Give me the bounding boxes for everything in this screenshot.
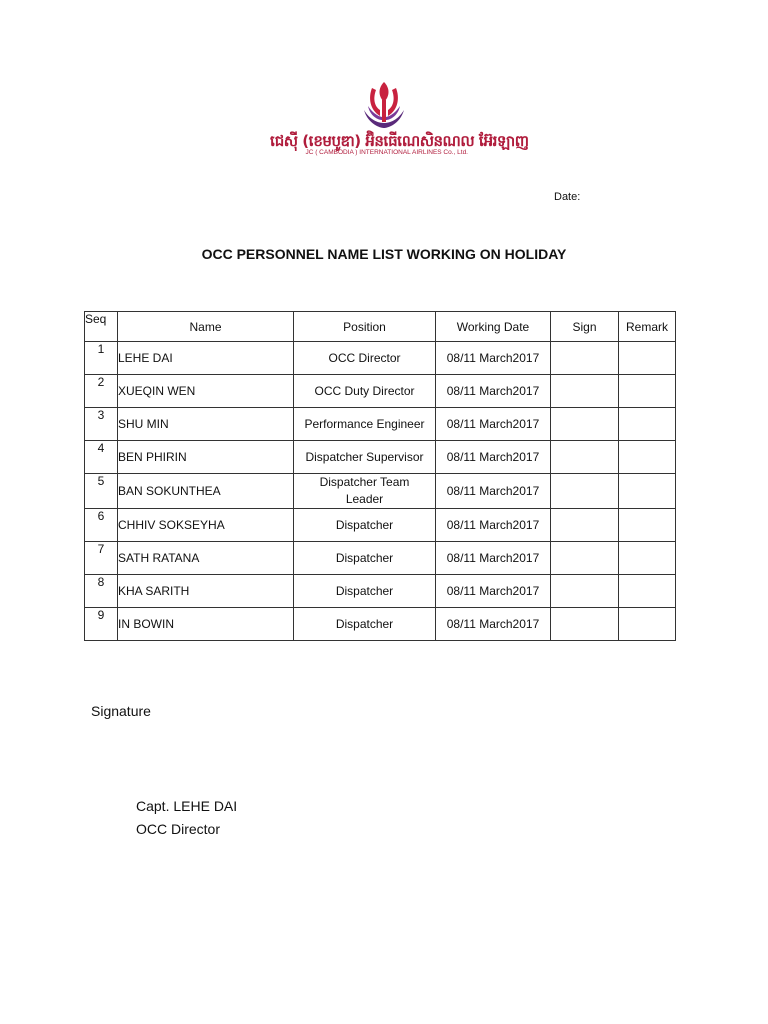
cell-working-date: 08/11 March2017 [436,375,551,408]
cell-sign [551,441,619,474]
cell-seq: 7 [85,542,118,575]
cell-name: XUEQIN WEN [118,375,294,408]
header-remark: Remark [619,312,676,342]
cell-seq: 3 [85,408,118,441]
cell-remark [619,441,676,474]
cell-position: Dispatcher [294,509,436,542]
table-row [85,509,676,542]
cell-name: BAN SOKUNTHEA [118,474,294,509]
cell-name: SATH RATANA [118,542,294,575]
table-row [85,575,676,608]
header-sign: Sign [551,312,619,342]
cell-position: Dispatcher Team Leader [294,474,436,509]
cell-sign [551,408,619,441]
cell-name: CHHIV SOKSEYHA [118,509,294,542]
cell-name: BEN PHIRIN [118,441,294,474]
cell-sign [551,474,619,509]
table-row [85,441,676,474]
cell-remark [619,608,676,641]
header-working-date: Working Date [436,312,551,342]
header-position: Position [294,312,436,342]
logo-english-text: JC ( CAMBODIA ) INTERNATIONAL AIRLINES Co., Ltd. [305,149,468,156]
table-row [85,342,676,375]
table-row [85,375,676,408]
cell-seq: 8 [85,575,118,608]
cell-position: Dispatcher [294,575,436,608]
cell-position: OCC Duty Director [294,375,436,408]
cell-position: Dispatcher Supervisor [294,441,436,474]
cell-seq: 5 [85,474,118,509]
cell-working-date: 08/11 March2017 [436,509,551,542]
cell-working-date: 08/11 March2017 [436,441,551,474]
cell-seq: 9 [85,608,118,641]
cell-working-date: 08/11 March2017 [436,575,551,608]
signer-name: Capt. LEHE DAI [136,798,238,814]
cell-seq: 1 [85,342,118,375]
cell-working-date: 08/11 March2017 [436,408,551,441]
cell-remark [619,575,676,608]
cell-working-date: 08/11 March2017 [436,542,551,575]
cell-remark [619,375,676,408]
date-label: Date: [554,191,581,203]
lotus-emblem-icon [358,80,410,132]
header-seq: Seq [85,312,118,342]
table-row [85,474,676,509]
cell-sign [551,342,619,375]
personnel-table [84,311,676,641]
cell-remark [619,474,676,509]
cell-seq: 6 [85,509,118,542]
table-row [85,608,676,641]
cell-remark [619,342,676,375]
airline-logo [270,80,529,162]
cell-sign [551,375,619,408]
cell-working-date: 08/11 March2017 [436,608,551,641]
cell-working-date: 08/11 March2017 [436,342,551,375]
cell-sign [551,575,619,608]
signature-label: Signature [91,703,151,719]
cell-position: Dispatcher [294,542,436,575]
cell-name: SHU MIN [118,408,294,441]
cell-seq: 2 [85,375,118,408]
table-row [85,408,676,441]
cell-seq: 4 [85,441,118,474]
signer-title: OCC Director [136,821,221,837]
cell-sign [551,608,619,641]
table-row [85,542,676,575]
header-name: Name [118,312,294,342]
cell-sign [551,509,619,542]
cell-position: Dispatcher [294,608,436,641]
cell-position: OCC Director [294,342,436,375]
table-header-row [85,312,676,342]
cell-name: IN BOWIN [118,608,294,641]
cell-name: KHA SARITH [118,575,294,608]
cell-sign [551,542,619,575]
cell-remark [619,542,676,575]
cell-remark [619,509,676,542]
document-title: OCC PERSONNEL NAME LIST WORKING ON HOLIDAY [201,246,567,262]
cell-remark [619,408,676,441]
cell-name: LEHE DAI [118,342,294,375]
logo-khmer-text: ជេសុី (ខេមបូឌា) អ៊ិនធើណេសិនណល អ៊ែរឡាញ [270,132,529,150]
cell-position: Performance Engineer [294,408,436,441]
cell-working-date: 08/11 March2017 [436,474,551,509]
